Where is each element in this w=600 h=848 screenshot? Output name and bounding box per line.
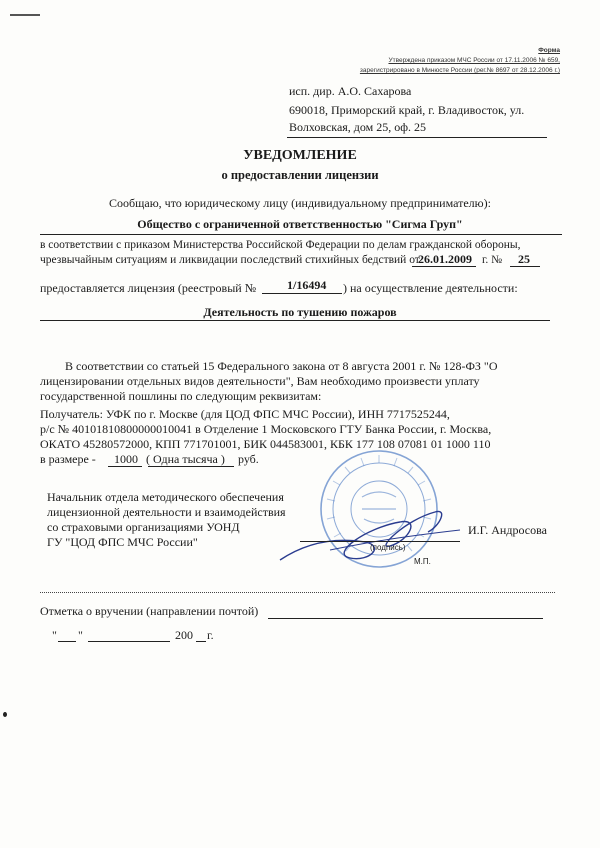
addressee-address-2: Волховская, дом 25, оф. 25: [289, 120, 427, 134]
amount-value: 1000: [114, 452, 138, 466]
signer-position-2: лицензионной деятельности и взаимодействия: [47, 505, 286, 519]
order-date: 26.01.2009: [418, 252, 472, 266]
delivery-quote-close: ": [78, 628, 83, 642]
signer-position-1: Начальник отдела методического обеспечения: [47, 490, 284, 504]
recipient-line-1: Получатель: УФК по г. Москве (для ЦОД ФПС МЧС России), ИНН 7717525244,: [40, 407, 450, 421]
form-registered: зарегистрировано в Минюсте России (рег.№ 8697 от 28.12.2006 г.): [359, 67, 560, 74]
delivery-month-rule: [88, 641, 170, 642]
delivery-rule: [268, 618, 543, 619]
order-number-label: г. №: [482, 254, 503, 266]
amount-value-rule: [108, 466, 142, 467]
signer-position-4: ГУ "ЦОД ФПС МЧС России": [47, 535, 198, 549]
order-date-rule: [412, 266, 476, 267]
addressee-rule: [287, 137, 547, 138]
addressee-name: исп. дир. А.О. Сахарова: [289, 84, 412, 98]
license-suffix: ) на осуществление деятельности:: [343, 281, 518, 295]
organization-name: Общество с ограниченной ответственностью "Сигма Груп": [137, 217, 463, 231]
payment-line-2: лицензировании отдельных видов деятельности", Вам необходимо произвести уплату: [40, 374, 480, 388]
signer-name: И.Г. Андросова: [468, 523, 547, 537]
delivery-label: Отметка о вручении (направлении почтой): [40, 604, 259, 618]
signer-position-3: со страховыми организациями УОНД: [47, 520, 240, 534]
license-activity: Деятельность по тушению пожаров: [203, 305, 397, 319]
signature-label: (подпись): [370, 543, 406, 552]
delivery-year-rule: [196, 641, 206, 642]
payment-line-1: В соответствии со статьей 15 Федерального закона от 8 августа 2001 г. № 128-ФЗ "О: [65, 359, 498, 373]
order-line-2: чрезвычайным ситуациям и ликвидации последствий стихийных бедствий от: [40, 254, 420, 266]
addressee-address-1: 690018, Приморский край, г. Владивосток, ул.: [289, 103, 525, 117]
cut-line: [40, 592, 555, 593]
delivery-day-rule: [58, 641, 76, 642]
form-approved: Утверждена приказом МЧС России от 17.11.2006 № 659,: [388, 57, 560, 64]
delivery-quote-open: ": [52, 628, 57, 642]
amount-words-rule: [148, 466, 234, 467]
order-number: 25: [518, 252, 530, 266]
license-activity-rule: [40, 320, 550, 321]
intro-text: Сообщаю, что юридическому лицу (индивидуальному предпринимателю):: [109, 196, 491, 210]
license-number: 1/16494: [287, 278, 327, 292]
recipient-line-2: р/с № 40101810800000010041 в Отделение 1 Московского ГТУ Банка России, г. Москва,: [40, 422, 492, 436]
license-number-rule: [262, 293, 342, 294]
license-prefix: предоставляется лицензия (реестровый №: [40, 281, 257, 295]
amount-words: ( Одна тысяча ): [146, 452, 225, 466]
amount-currency: руб.: [238, 452, 259, 466]
form-label: Форма: [538, 47, 560, 54]
order-number-rule: [510, 266, 540, 267]
delivery-year-suffix: г.: [207, 628, 214, 642]
recipient-line-3: ОКАТО 45280572000, КПП 771701001, БИК 044583001, КБК 177 108 07081 01 1000 110: [40, 437, 491, 451]
page-subtitle: о предоставлении лицензии: [221, 168, 379, 182]
payment-line-3: государственной пошлины по следующим реквизитам:: [40, 389, 322, 403]
scan-mark: [10, 14, 40, 16]
organization-rule: [40, 234, 562, 235]
delivery-year: 200: [175, 628, 193, 642]
amount-prefix: в размере -: [40, 452, 96, 466]
signature-rule: [300, 541, 460, 542]
scan-speck: [3, 712, 7, 717]
signature-scribble: [270, 480, 480, 580]
page-title: УВЕДОМЛЕНИЕ: [243, 148, 357, 163]
order-line-1: в соответствии с приказом Министерства Российской Федерации по делам гражданской обороны,: [40, 239, 521, 251]
stamp-place-label: М.П.: [414, 557, 431, 566]
